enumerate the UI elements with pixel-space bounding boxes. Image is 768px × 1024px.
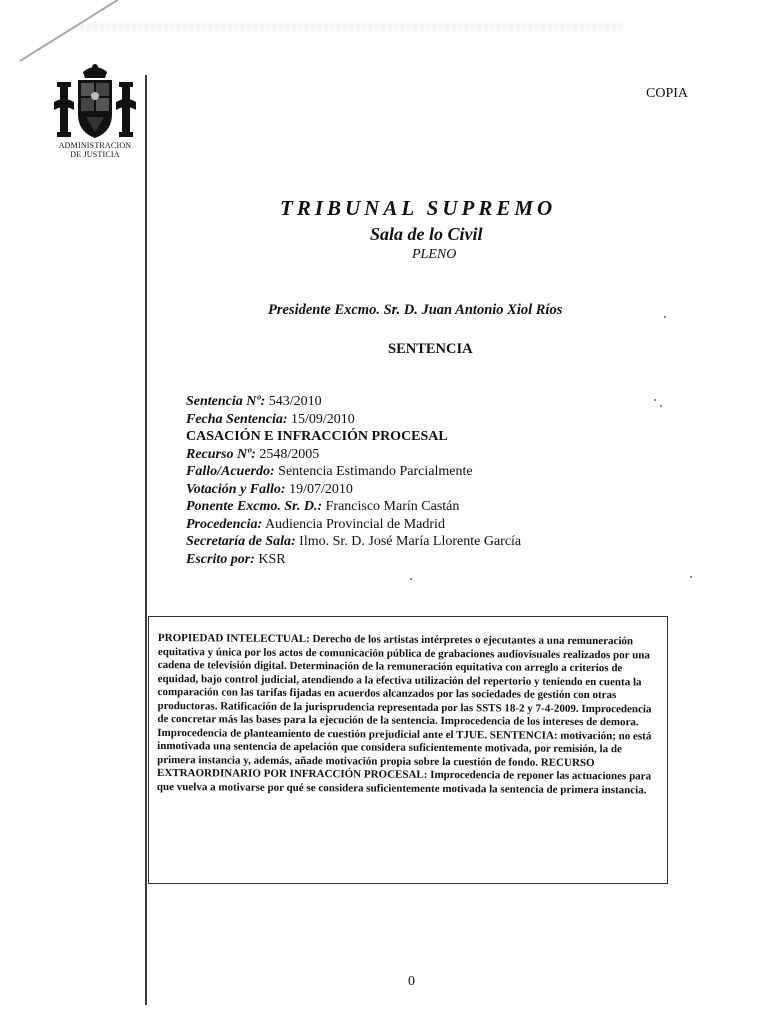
fax-transmission-header: ░░░░░░░░░░░░░░░░░░░░░░░░░░░░░░░░░░░░░░░░░░░░░░░░░░░░░░░░░░░░░░░░░░░░░░░░░░░░░░░░░░░░░: [80, 22, 625, 32]
document-heading: SENTENCIA: [388, 341, 473, 357]
meta-value: Ilmo. Sr. D. José María Llorente García: [299, 534, 522, 549]
meta-row-appeal-type: [186, 428, 521, 446]
meta-value: 2548/2005: [259, 446, 320, 462]
meta-label: Secretaría de Sala:: [186, 534, 296, 549]
scan-speck: [664, 316, 666, 318]
meta-row-origin: [186, 516, 521, 534]
meta-row-ruling: [186, 463, 521, 481]
meta-row-secretary: [186, 533, 521, 551]
copy-label: COPIA: [646, 86, 689, 101]
meta-label: CASACIÓN E INFRACCIÓN PROCESAL: [186, 429, 448, 444]
meta-row-vote-date: [186, 481, 521, 499]
meta-row-rapporteur: [186, 498, 521, 516]
logo-caption: [50, 141, 140, 159]
scan-speck: [654, 399, 656, 401]
meta-label: Ponente Excmo. Sr. D.:: [186, 499, 323, 514]
meta-label: Procedencia:: [186, 516, 263, 532]
logo-caption-line1: ADMINISTRACION: [58, 141, 132, 150]
meta-value: Francisco Marín Castán: [325, 499, 460, 514]
meta-value: Sentencia Estimando Parcialmente: [278, 464, 473, 479]
meta-value: Audiencia Provincial de Madrid: [264, 516, 445, 532]
court-title: TRIBUNAL SUPREMO: [280, 196, 557, 220]
meta-label: Escrito por:: [186, 551, 255, 567]
coat-of-arms-icon: [50, 62, 140, 142]
summary-text: PROPIEDAD INTELECTUAL: Derecho de los artistas intérpretes o ejecutantes a una remuneración equitativa y única por los actos de comunicación pública de grabaciones audiovisuales realizados por una cadena de televisión digital. Determinación de la remuneración equitativa con arreglo a criterios de equidad, bajo control judicial, atendiendo a la efectiva utilización del repertorio y teniendo en cuenta la comparación con las tarifas fijadas en acuerdos alcanzados por las sociedades de gestión con otras productoras. Ratificación de la jurisprudencia representada por las SSTS 18-2 y 7-4-2009. Improcedencia de concretar más las bases para la ejecución de la sentencia. Improcedencia de los intereses de demora. Improcedencia de planteamiento de cuestión prejudicial ante el TJUE. SENTENCIA: motivación; no está inmotivada una sentencia de apelación que considera suficientemente motivada, por remisión, la de primera instancia y, además, añade motivación propia sobre la cuestión de fondo. RECURSO EXTRAORDINARIO POR INFRACCIÓN PROCESAL: Improcedencia de reponer las actuaciones para que vuelva a motivarse por qué se considera suficientemente motivada la sentencia de primera instancia.: [156, 632, 652, 796]
margin-line: [145, 75, 147, 1005]
meta-value: 19/07/2010: [289, 481, 353, 497]
meta-label: Fecha Sentencia:: [186, 411, 288, 427]
meta-value: 15/09/2010: [291, 411, 355, 427]
session-label: PLENO: [412, 247, 457, 262]
scan-speck: [660, 405, 662, 407]
meta-value: 543/2010: [268, 394, 322, 409]
logo-caption-line2: DE JUSTICIA: [70, 150, 120, 159]
case-metadata: [186, 393, 521, 568]
president-line: Presidente Excmo. Sr. D. Juan Antonio Xiol Ríos: [268, 302, 563, 318]
chamber-title: Sala de lo Civil: [370, 224, 483, 244]
meta-row-appeal-number: [186, 446, 521, 464]
scan-speck: [410, 578, 412, 580]
scan-speck: [690, 576, 692, 578]
page-number: 0: [408, 974, 415, 989]
meta-row-written-by: [186, 551, 521, 569]
meta-row-sentence-date: [186, 411, 521, 429]
meta-value: KSR: [258, 551, 286, 567]
meta-row-sentence-number: [186, 393, 521, 411]
meta-label: Fallo/Acuerdo:: [186, 464, 275, 479]
meta-label: Recurso Nº:: [186, 446, 256, 462]
meta-label: Sentencia Nº:: [186, 394, 266, 409]
meta-label: Votación y Fallo:: [186, 481, 286, 497]
